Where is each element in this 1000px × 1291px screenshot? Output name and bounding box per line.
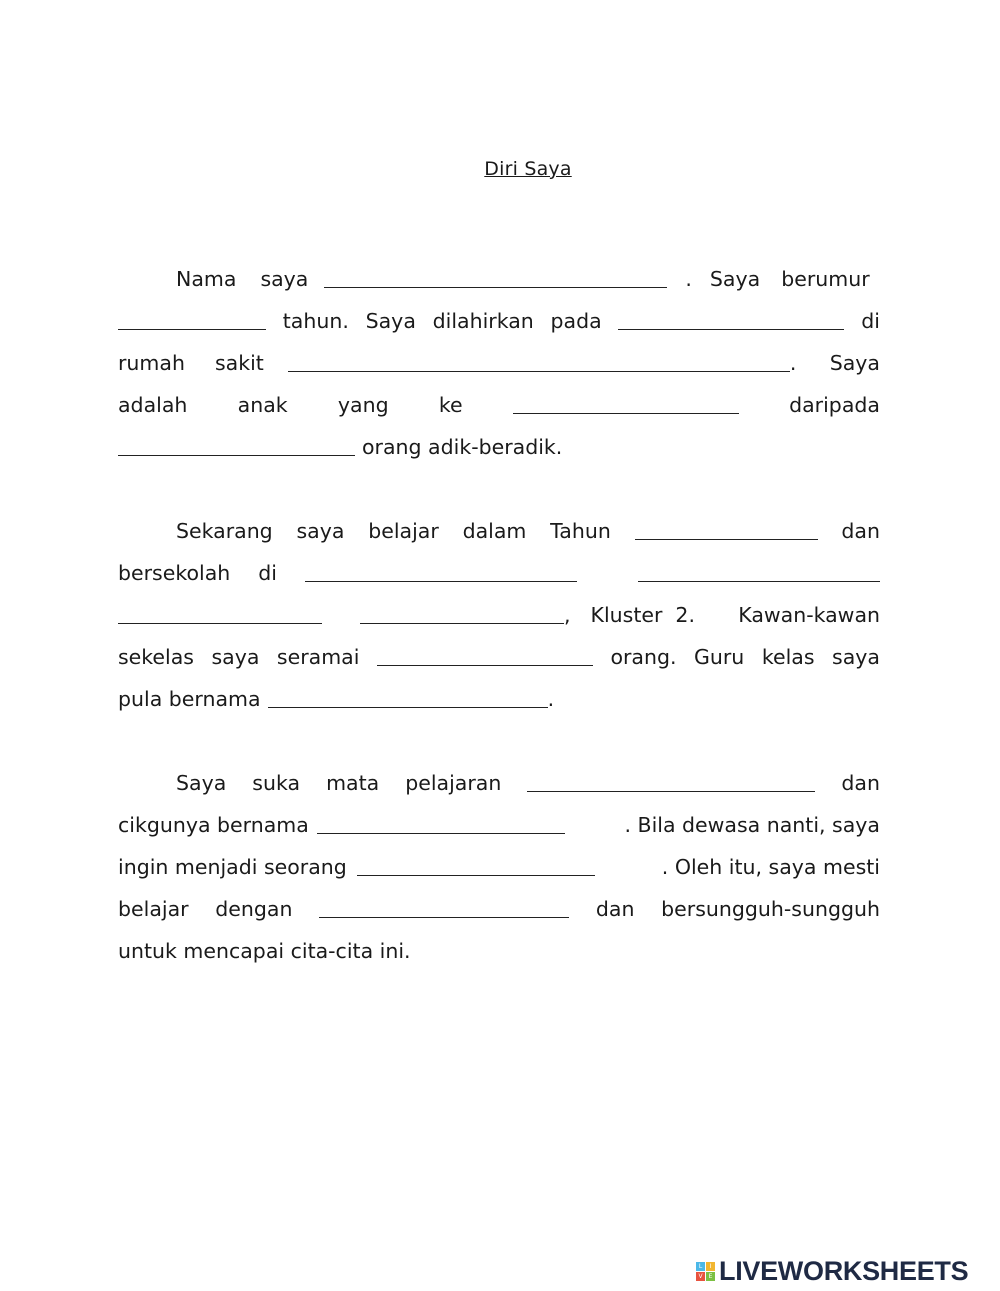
- p1-line-2: [118, 308, 880, 334]
- p2-word: Kawan-kawan: [738, 603, 880, 627]
- school-blank-1[interactable]: [305, 581, 577, 582]
- p2-word: bersekolah: [118, 561, 231, 585]
- p3-word: dengan: [215, 897, 293, 921]
- p3-word: belajar: [118, 897, 189, 921]
- p2-line-3: [118, 602, 880, 628]
- subject-teacher-blank[interactable]: [317, 833, 565, 834]
- p1-word: yang: [337, 393, 389, 417]
- p3-line-2: [118, 812, 880, 838]
- p2-word: Guru: [694, 645, 745, 669]
- p2-word: saya: [832, 645, 880, 669]
- p2-word: ,: [564, 603, 571, 627]
- p1-word: orang adik-beradik.: [362, 435, 563, 459]
- p2-word: seramai: [276, 645, 360, 669]
- p2-word: pula bernama: [118, 687, 261, 711]
- p3-word: . Oleh itu, saya mesti: [661, 855, 880, 879]
- p2-line-2: [118, 560, 880, 586]
- p1-line-3: [118, 350, 880, 376]
- p1-word: rumah: [118, 351, 185, 375]
- p1-word: Saya: [365, 309, 416, 333]
- p2-line-1: [118, 518, 880, 544]
- p3-word: pelajaran: [405, 771, 502, 795]
- hospital-blank[interactable]: [288, 371, 790, 372]
- p1-word: Nama: [176, 267, 237, 291]
- classmates-blank[interactable]: [377, 665, 593, 666]
- p1-word: .: [685, 267, 692, 291]
- p3-word: untuk mencapai cita-cita ini.: [118, 939, 411, 963]
- p1-line-1: [118, 266, 880, 292]
- p3-word: Saya: [176, 771, 227, 795]
- p3-word: suka: [252, 771, 301, 795]
- p1-word: saya: [260, 267, 309, 291]
- p3-word: dan: [595, 897, 635, 921]
- birthdate-blank[interactable]: [618, 329, 844, 330]
- p1-word: dilahirkan: [432, 309, 534, 333]
- p3-line-5: [118, 938, 880, 964]
- ambition-blank[interactable]: [357, 875, 595, 876]
- p1-line-5: [118, 434, 880, 460]
- p1-line-4: [118, 392, 880, 418]
- p1-word: adalah: [118, 393, 188, 417]
- p1-word: pada: [550, 309, 602, 333]
- p2-line-5: [118, 686, 880, 712]
- study-manner-blank[interactable]: [319, 917, 569, 918]
- p2-word: .: [547, 687, 555, 711]
- p1-word: daripada: [789, 393, 880, 417]
- siblings-blank[interactable]: [118, 455, 355, 456]
- p2-word: Sekarang: [176, 519, 273, 543]
- p2-word: saya: [211, 645, 260, 669]
- p2-word: orang.: [610, 645, 677, 669]
- p1-word: sakit: [214, 351, 264, 375]
- logo-letter: E: [706, 1272, 715, 1281]
- teacher-blank[interactable]: [268, 707, 548, 708]
- p1-word: tahun.: [282, 309, 349, 333]
- p3-line-1: [118, 770, 880, 796]
- p3-word: cikgunya bernama: [118, 813, 309, 837]
- logo-mark-icon: [696, 1262, 715, 1281]
- p1-word: berumur: [781, 267, 870, 291]
- school-blank-3[interactable]: [118, 623, 322, 624]
- p1-word: Saya: [829, 351, 880, 375]
- p3-line-3: [118, 854, 880, 880]
- child-order-blank[interactable]: [513, 413, 739, 414]
- p2-word: saya: [296, 519, 345, 543]
- name-blank[interactable]: [324, 287, 667, 288]
- p3-line-4: [118, 896, 880, 922]
- school-blank-2[interactable]: [638, 581, 880, 582]
- age-blank[interactable]: [118, 329, 266, 330]
- p3-word: dan: [841, 771, 880, 795]
- liveworksheets-logo: [696, 1256, 968, 1286]
- p3-word: ingin menjadi seorang: [118, 855, 347, 879]
- p3-word: mata: [326, 771, 380, 795]
- p2-word: 2.: [675, 603, 695, 627]
- p2-word: dan: [841, 519, 880, 543]
- worksheet-title: Diri Saya: [484, 158, 572, 180]
- logo-letter: V: [696, 1272, 705, 1281]
- p1-word: di: [861, 309, 880, 333]
- p1-word: anak: [237, 393, 288, 417]
- p1-word: Saya: [709, 267, 761, 291]
- logo-text: LIVEWORKSHEETS: [719, 1255, 969, 1286]
- p2-word: Tahun: [550, 519, 611, 543]
- subject-blank[interactable]: [527, 791, 815, 792]
- p3-word: bersungguh-sungguh: [661, 897, 880, 921]
- logo-letter: L: [696, 1262, 705, 1271]
- p2-word: di: [258, 561, 277, 585]
- p2-word: sekelas: [118, 645, 194, 669]
- p3-word: . Bila dewasa nanti, saya: [624, 813, 880, 837]
- p1-word: ke: [438, 393, 463, 417]
- p2-word: Kluster: [590, 603, 663, 627]
- logo-letter: I: [706, 1262, 715, 1271]
- p1-word: .: [789, 351, 797, 375]
- school-blank-4[interactable]: [360, 623, 564, 624]
- p2-word: belajar: [368, 519, 439, 543]
- p2-word: dalam: [462, 519, 527, 543]
- p2-word: kelas: [761, 645, 815, 669]
- p2-line-4: [118, 644, 880, 670]
- year-blank[interactable]: [635, 539, 818, 540]
